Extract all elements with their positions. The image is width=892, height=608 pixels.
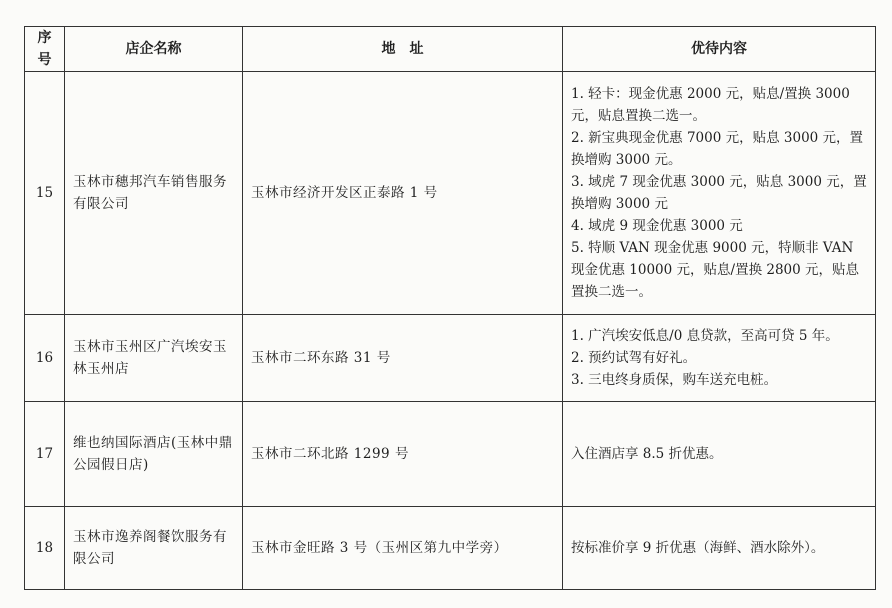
row-offer <box>563 315 876 402</box>
offer-line: 3. 域虎 7 现金优惠 3000 元，贴息 3000 元，置换增购 3000 元 <box>571 174 867 212</box>
row-store-name: 玉林市穗邦汽车销售服务有限公司 <box>65 72 243 315</box>
offer-line: 1. 轻卡：现金优惠 2000 元，贴息/置换 3000 元，贴息置换二选一。 <box>571 86 850 124</box>
header-address: 地 址 <box>243 27 563 72</box>
offer-line: 按标准价享 9 折优惠（海鲜、酒水除外）。 <box>571 540 825 556</box>
header-store-name: 店企名称 <box>65 27 243 72</box>
row-address: 玉林市二环东路 31 号 <box>243 315 563 402</box>
header-offer: 优待内容 <box>563 27 876 72</box>
row-store-name: 玉林市玉州区广汽埃安玉林玉州店 <box>65 315 243 402</box>
offer-line: 入住酒店享 8.5 折优惠。 <box>571 446 723 462</box>
table-row <box>25 402 876 507</box>
row-store-name: 维也纳国际酒店(玉林中鼎公园假日店) <box>65 402 243 507</box>
row-offer <box>563 507 876 590</box>
row-seq: 15 <box>25 72 65 315</box>
row-offer <box>563 72 876 315</box>
offer-line: 3. 三电终身质保，购车送充电桩。 <box>571 372 778 388</box>
row-address: 玉林市二环北路 1299 号 <box>243 402 563 507</box>
offer-line: 1. 广汽埃安低息/0 息贷款，至高可贷 5 年。 <box>571 328 839 344</box>
row-address: 玉林市金旺路 3 号（玉州区第九中学旁） <box>243 507 563 590</box>
row-seq: 18 <box>25 507 65 590</box>
offer-line: 2. 预约试驾有好礼。 <box>571 350 697 366</box>
row-address: 玉林市经济开发区正泰路 1 号 <box>243 72 563 315</box>
row-store-name: 玉林市逸养阁餐饮服务有限公司 <box>65 507 243 590</box>
offer-line: 4. 域虎 9 现金优惠 3000 元 <box>571 218 743 234</box>
row-seq: 17 <box>25 402 65 507</box>
table-row <box>25 315 876 402</box>
table-row <box>25 507 876 590</box>
row-offer <box>563 402 876 507</box>
offer-line: 2. 新宝典现金优惠 7000 元，贴息 3000 元，置换增购 3000 元。 <box>571 130 864 168</box>
merchant-discount-table <box>24 26 876 590</box>
table-row <box>25 72 876 315</box>
offer-line: 5. 特顺 VAN 现金优惠 9000 元，特顺非 VAN 现金优惠 10000 元，贴息/置换 2800 元，贴息置换二选一。 <box>571 240 860 300</box>
table-header-row <box>25 27 876 72</box>
header-seq: 序号 <box>25 27 65 72</box>
row-seq: 16 <box>25 315 65 402</box>
